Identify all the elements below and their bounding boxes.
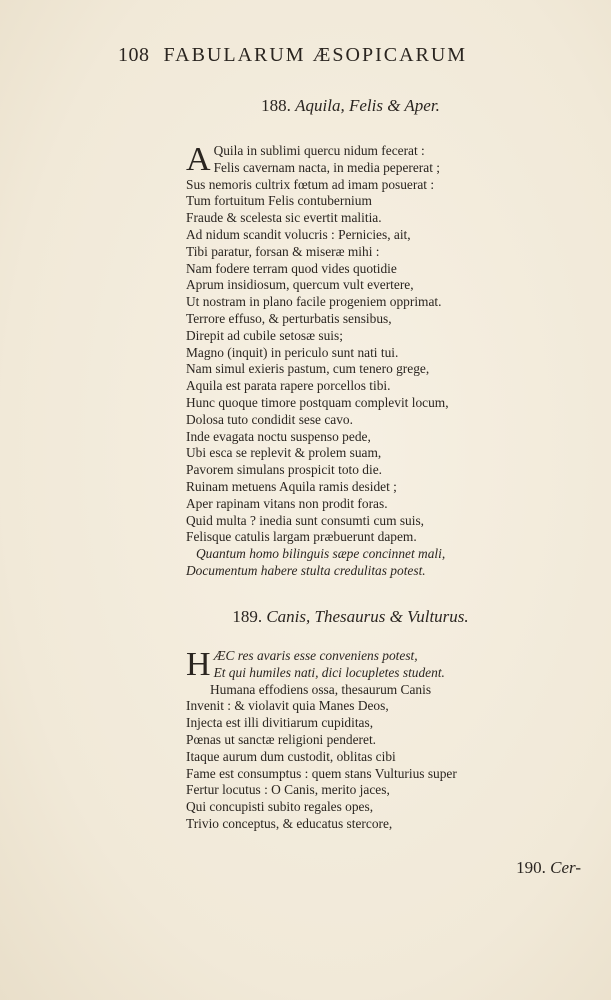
fable-188-title <box>0 96 611 116</box>
catchword-number: 190. <box>516 858 546 877</box>
catchword <box>516 858 581 878</box>
verse-line: Felisque catulis largam præbuerunt dapem. <box>186 529 417 545</box>
verse-line: Aquila est parata rapere porcellos tibi. <box>186 378 391 394</box>
verse-line: Terrore effuso, & perturbatis sensibus, <box>186 310 392 326</box>
verse-line: Ruinam metuens Aquila ramis desidet ; <box>186 478 397 494</box>
verse-line: Fame est consumptus : quem stans Vulturius super <box>186 765 457 781</box>
verse-line: Sus nemoris cultrix fœtum ad imam posuerat : <box>186 176 435 192</box>
fable-189-name: Canis, Thesaurus & Vulturus. <box>266 607 469 626</box>
verse-line: Fertur locutus : O Canis, merito jaces, <box>186 782 390 798</box>
verse-line: Ut nostram in plano facile progeniem opprimat. <box>186 294 442 310</box>
page-number: 108 <box>118 44 150 66</box>
verse-line: Aprum insidiosum, quercum vult evertere, <box>186 277 414 293</box>
verse-line: Quid multa ? inedia sunt consumti cum suis, <box>186 512 425 528</box>
verse-line: Felis cavernam nacta, in media pepererat ; <box>213 159 440 175</box>
fable-189-dropcap: H <box>186 646 211 683</box>
verse-line: ÆC res avaris esse conveniens potest, <box>213 648 418 663</box>
verse-line: Trivio conceptus, & educatus stercore, <box>186 815 393 831</box>
catchword-text: Cer- <box>550 858 581 877</box>
fable-188-number: 188. <box>261 96 291 115</box>
fable-188-name: Aquila, Felis & Aper. <box>295 96 440 115</box>
verse-line: Ubi esca se replevit & prolem suam, <box>186 445 382 461</box>
verse-line: Fraude & scelesta sic evertit malitia. <box>186 210 382 226</box>
running-title: FABULARUM ÆSOPICARUM <box>163 44 468 66</box>
moral-line: Documentum habere stulta credulitas potest. <box>186 562 426 578</box>
running-head <box>118 44 539 67</box>
verse-line: Nam simul exieris pastum, cum tenero grege, <box>186 361 430 377</box>
verse-line: Itaque aurum dum custodit, oblitas cibi <box>186 748 396 764</box>
fable-189-number: 189. <box>232 607 263 626</box>
verse-line: Humana effodiens ossa, thesaurum Canis <box>210 681 432 697</box>
moral-line: Quantum homo bilinguis sæpe concinnet mali, <box>196 546 446 562</box>
verse-line: Qui concupisti subito regales opes, <box>186 799 374 815</box>
verse-line: Magno (inquit) in periculo sunt nati tui. <box>186 344 399 360</box>
verse-line: Tum fortuitum Felis contubernium <box>186 193 372 209</box>
verse-line: Et qui humiles nati, dici locupletes student. <box>213 664 445 680</box>
verse-line: Ad nidum scandit volucris : Pernicies, ait, <box>186 226 411 242</box>
verse-line: Direpit ad cubile setosæ suis; <box>186 327 343 343</box>
verse-line: Tibi paratur, forsan & miseræ mihi : <box>186 243 380 259</box>
verse-line: Pavorem simulans prospicit toto die. <box>186 462 383 478</box>
verse-line: Quila in sublimi quercu nidum fecerat : <box>213 143 425 158</box>
verse-line: Injecta est illi divitiarum cupiditas, <box>186 715 374 731</box>
fable-188-dropcap: A <box>186 141 211 178</box>
verse-line: Hunc quoque timore postquam complevit locum, <box>186 394 449 410</box>
verse-line: Aper rapinam vitans non prodit foras. <box>186 495 388 511</box>
verse-line: Nam fodere terram quod vides quotidie <box>186 260 397 276</box>
verse-line: Dolosa tuto condidit sese cavo. <box>186 411 353 427</box>
fable-188-text <box>186 143 551 580</box>
fable-189-text <box>186 648 551 833</box>
verse-line: Invenit : & violavit quia Manes Deos, <box>186 698 389 714</box>
verse-line: Pœnas ut sanctæ religioni penderet. <box>186 731 377 747</box>
verse-line: Inde evagata noctu suspenso pede, <box>186 428 371 444</box>
fable-189-title <box>0 607 611 627</box>
